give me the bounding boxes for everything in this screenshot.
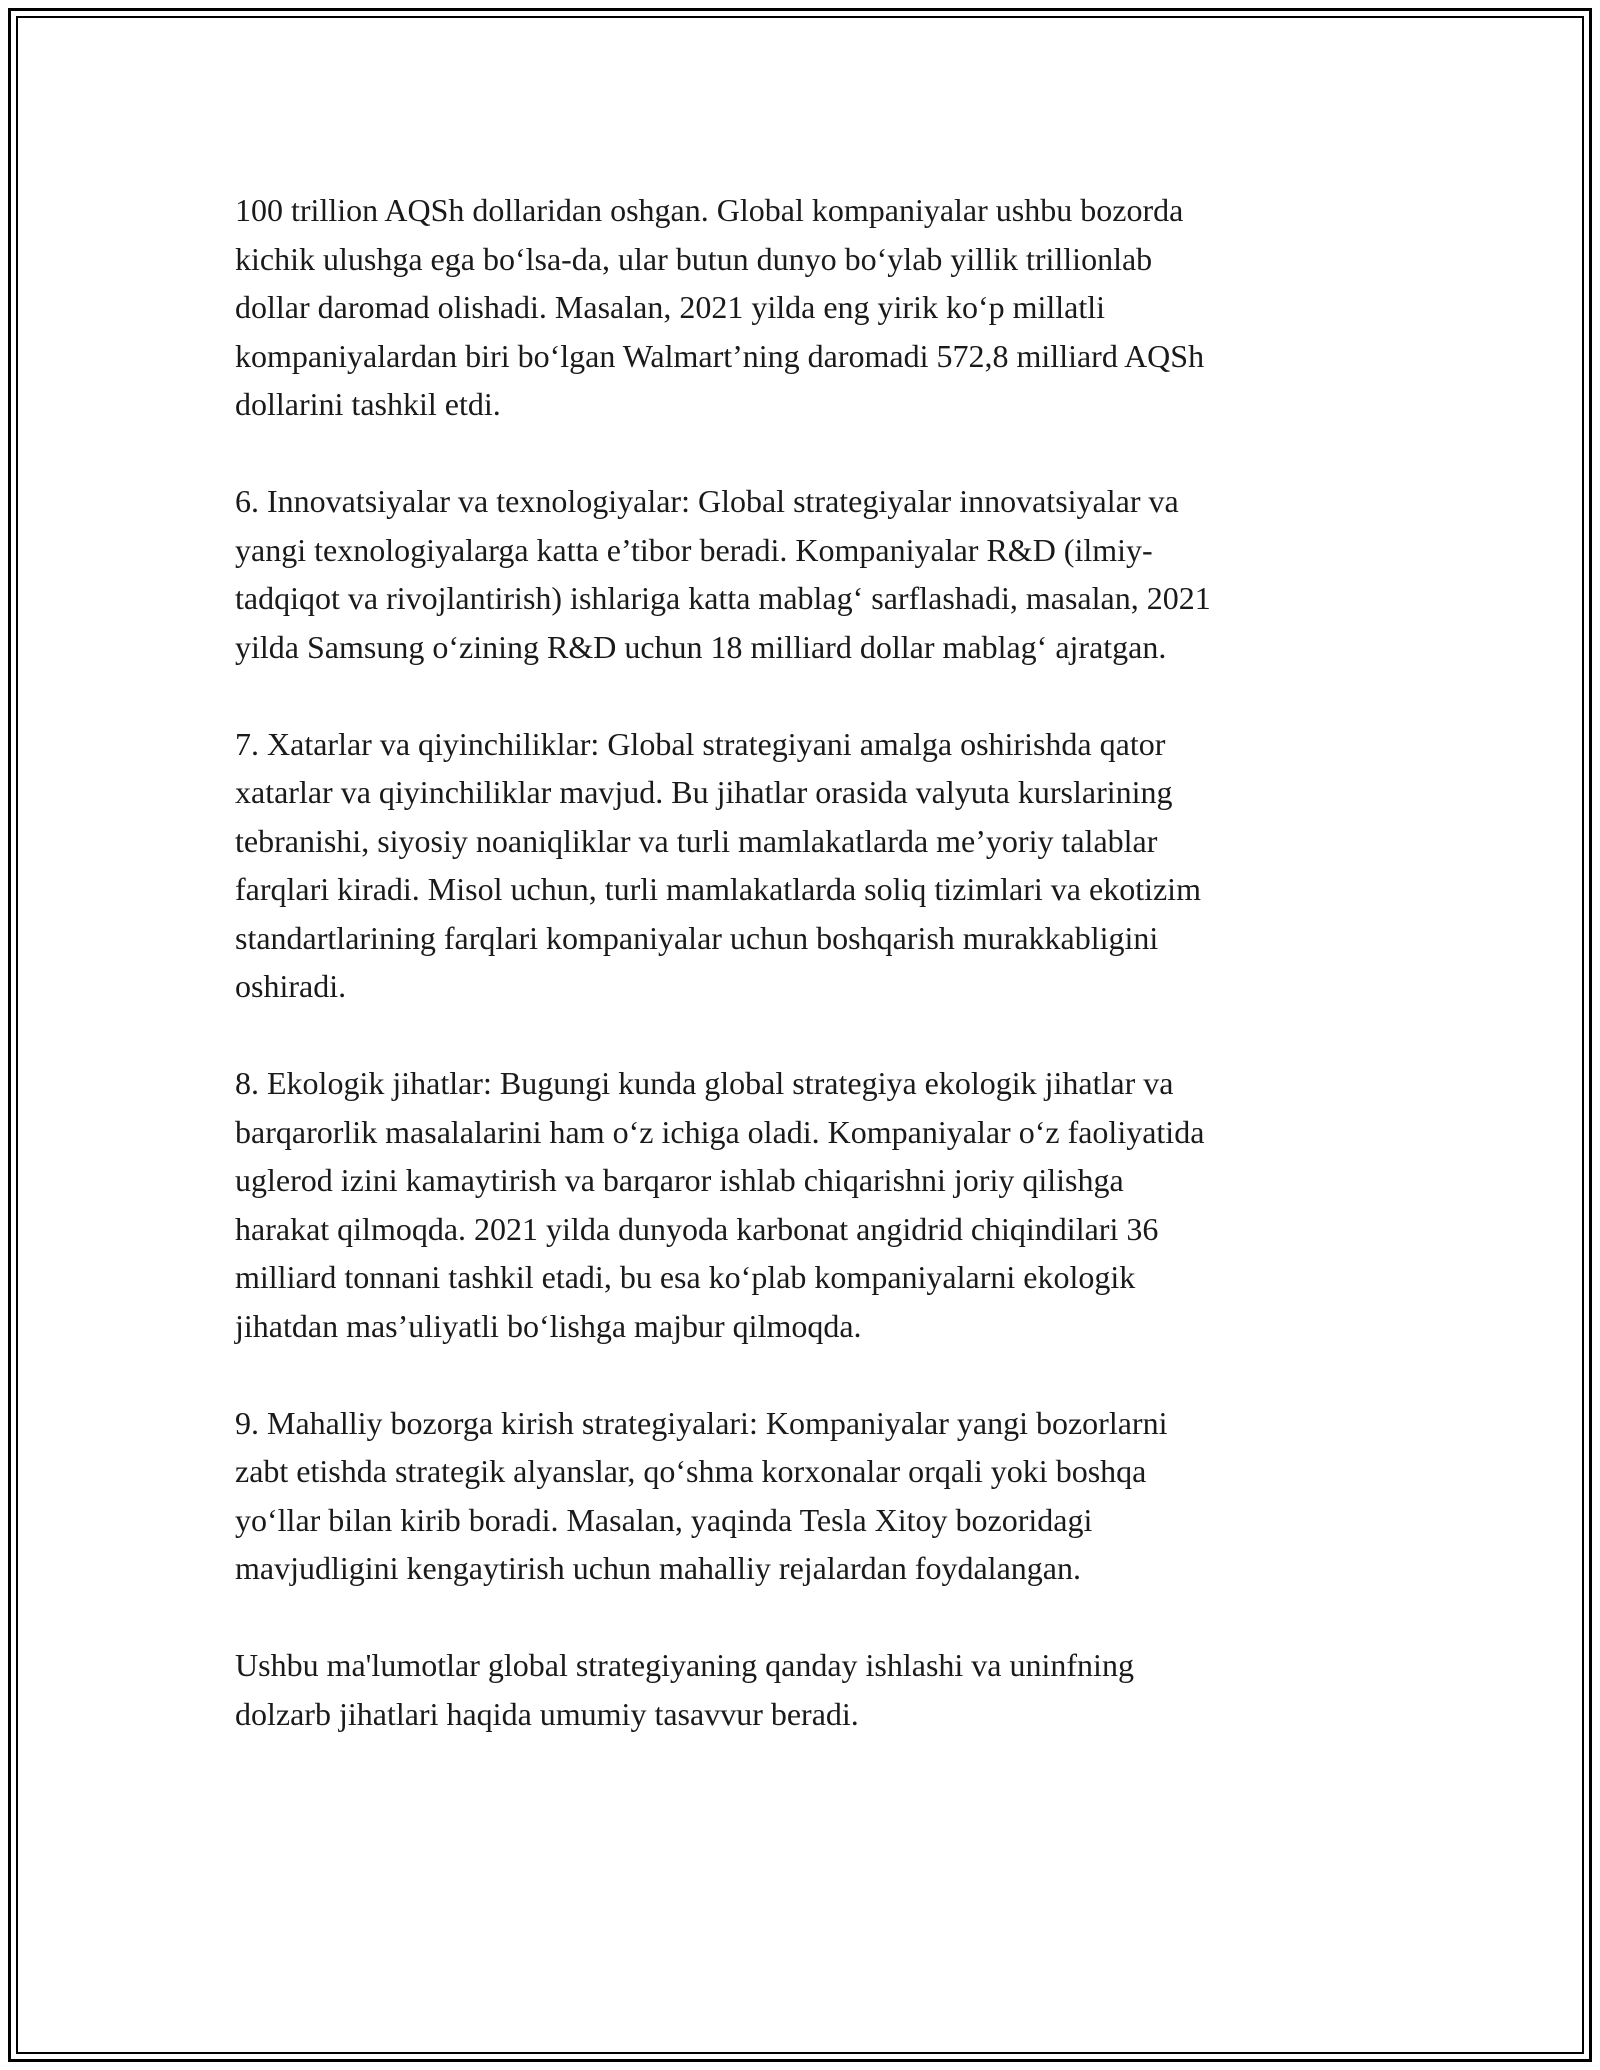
text-line: 9. Mahalliy bozorga kirish strategiyalari: Kompaniyalar yangi bozorlarni bbox=[235, 1404, 1168, 1441]
text-line: dollarini tashkil etdi. bbox=[235, 386, 501, 422]
text-line: yangi texnologiyalarga katta e’tibor beradi. Kompaniyalar R&D (ilmiy- bbox=[235, 531, 1153, 568]
paragraph-innovations bbox=[235, 477, 1375, 671]
text-line: 100 trillion AQSh dollaridan oshgan. Global kompaniyalar ushbu bozorda bbox=[235, 192, 1184, 228]
paragraph-local-market bbox=[235, 1399, 1375, 1593]
text-line: farqlari kiradi. Misol uchun, turli mamlakatlarda soliq tizimlari va ekotizim bbox=[235, 871, 1201, 907]
text-line: dollar daromad olishadi. Masalan, 2021 yilda eng yirik ko‘p millatli bbox=[235, 289, 1106, 325]
text-line: milliard tonnani tashkil etadi, bu esa ko‘plab kompaniyalarni ekologik bbox=[235, 1259, 1136, 1295]
paragraph-market-revenue bbox=[235, 186, 1375, 429]
text-line: xatarlar va qiyinchiliklar mavjud. Bu jihatlar orasida valyuta kurslarining bbox=[235, 774, 1173, 810]
text-line: 7. Xatarlar va qiyinchiliklar: Global strategiyani amalga oshirishda qator bbox=[235, 725, 1166, 762]
text-line: tadqiqot va rivojlantirish) ishlariga katta mablag‘ sarflashadi, masalan, 2021 bbox=[235, 580, 1211, 616]
text-line: yo‘llar bilan kirib boradi. Masalan, yaqinda Tesla Xitoy bozoridagi bbox=[235, 1501, 1093, 1538]
text-line: harakat qilmoqda. 2021 yilda dunyoda karbonat angidrid chiqindilari 36 bbox=[235, 1210, 1159, 1247]
text-line: oshiradi. bbox=[235, 968, 347, 1004]
text-line: zabt etishda strategik alyanslar, qo‘shma korxonalar orqali yoki boshqa bbox=[235, 1453, 1147, 1489]
paragraph-conclusion bbox=[235, 1641, 1375, 1738]
text-line: 8. Ekologik jihatlar: Bugungi kunda global strategiya ekologik jihatlar va bbox=[235, 1065, 1174, 1101]
text-line: yilda Samsung o‘zining R&D uchun 18 milliard dollar mablag‘ ajratgan. bbox=[235, 628, 1167, 665]
text-line: barqarorlik masalalarini ham o‘z ichiga oladi. Kompaniyalar o‘z faoliyatida bbox=[235, 1113, 1205, 1150]
text-line: kichik ulushga ega bo‘lsa-da, ular butun dunyo bo‘ylab yillik trillionlab bbox=[235, 240, 1153, 277]
text-line: Ushbu ma'lumotlar global strategiyaning qanday ishlashi va uninfning bbox=[235, 1647, 1134, 1683]
text-line: kompaniyalardan biri bo‘lgan Walmart’ning daromadi 572,8 milliard AQSh bbox=[235, 337, 1205, 374]
text-line: 6. Innovatsiyalar va texnologiyalar: Global strategiyalar innovatsiyalar va bbox=[235, 483, 1179, 519]
text-line: mavjudligini kengaytirish uchun mahalliy rejalardan foydalangan. bbox=[235, 1550, 1081, 1586]
text-line: dolzarb jihatlari haqida umumiy tasavvur beradi. bbox=[235, 1695, 859, 1732]
text-line: jihatdan mas’uliyatli bo‘lishga majbur qilmoqda. bbox=[235, 1307, 862, 1344]
text-line: tebranishi, siyosiy noaniqliklar va turli mamlakatlarda me’yoriy talablar bbox=[235, 822, 1158, 859]
text-line: standartlarining farqlari kompaniyalar uchun boshqarish murakkabligini bbox=[235, 919, 1159, 956]
paragraph-ecology bbox=[235, 1059, 1375, 1350]
text-line: uglerod izini kamaytirish va barqaror ishlab chiqarishni joriy qilishga bbox=[235, 1162, 1124, 1198]
paragraph-risks bbox=[235, 720, 1375, 1011]
document-body bbox=[235, 186, 1375, 1787]
